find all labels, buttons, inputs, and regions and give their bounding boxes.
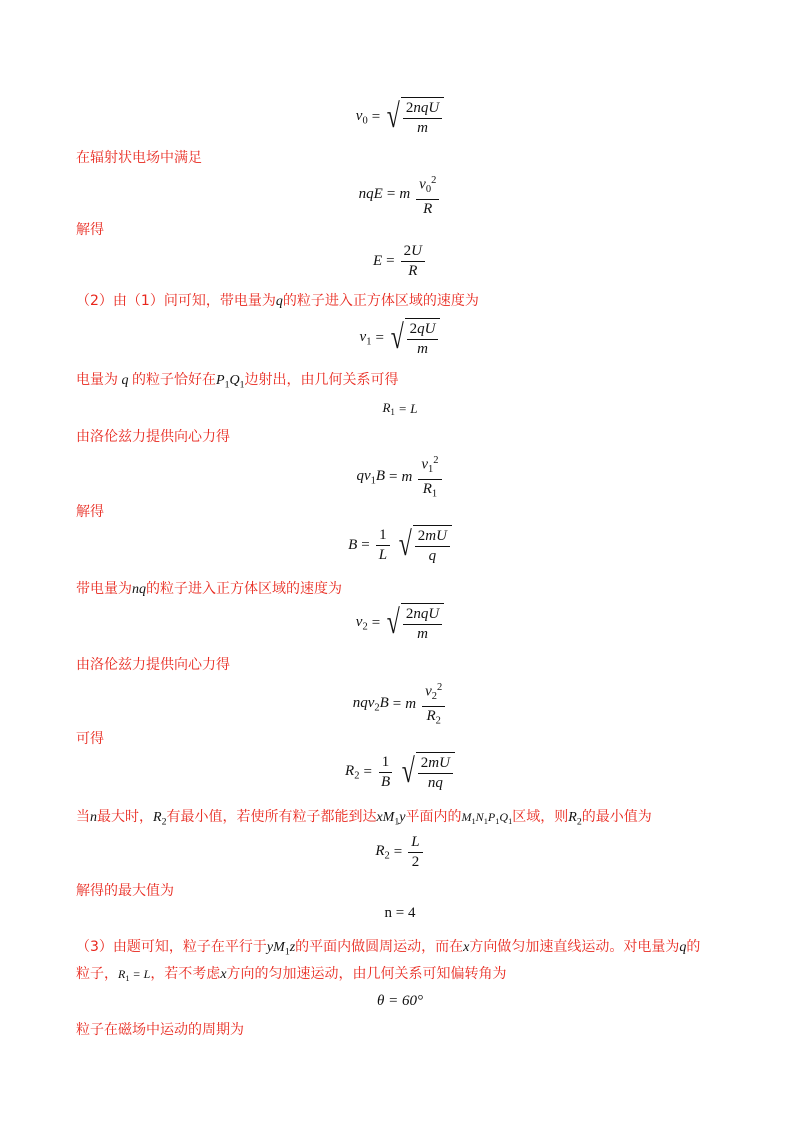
text-line-11: 解得的最大值为 [76, 883, 174, 899]
math-x: x [220, 967, 227, 982]
text-line-2: 解得 [76, 222, 104, 238]
text-line-5: 由洛伦兹力提供向心力得 [76, 429, 230, 445]
math-R2: $R_2$ [153, 810, 167, 828]
text-line-13: 粒子，$R_1 = L$，若不考虑x方向的匀加速运动，由几何关系可知偏转角为 [76, 966, 507, 983]
equation-v0: $v_0$ = √ $\frac{\text{2nqU}}{m}$ [0, 97, 800, 137]
math-yM1z: $yM_1z$ [266, 940, 296, 958]
equation-n4: n = 4 [384, 905, 416, 921]
text-line-7: 带电量为nq的粒子进入正方体区域的速度为 [76, 581, 342, 597]
math-R2: $R_2$ [568, 810, 582, 828]
math-P1Q1: $P_1Q_1$ [216, 373, 245, 391]
math-xM1y: $xM_1y$ [376, 810, 406, 828]
equation-R2-min: $R_2$ = $\frac{L}{2}$ [0, 834, 800, 871]
equation-R2: $R_2$ = $\frac{1}{B}$ √ $\frac{2mU}{nq}$ [0, 752, 800, 792]
equation-v2: $v_2$ = √ $\frac{\text{2nqU}}{m}$ [0, 603, 800, 643]
math-R1-eq-L: $R_1 = L$ [118, 967, 151, 983]
equation-nqv2B: nqv$_2$B = m $\frac{v_2^2}{R_2}$ [0, 679, 800, 730]
equation-theta: θ = 60° [377, 993, 423, 1009]
math-x: x [463, 940, 470, 955]
text-line-3: （2）由（1）问可知，带电量为q的粒子进入正方体区域的速度为 [76, 293, 479, 309]
text-line-4: 电量为 q 的粒子恰好在$P_1Q_1$边射出，由几何关系可得 [76, 372, 399, 391]
equation-v1: $v_1$ = √ $\frac{2qU}{m}$ [0, 318, 800, 358]
math-n: n [90, 810, 97, 825]
equation-qv1B: $qv_1B$ = m $\frac{v_1^2}{R_1}$ [0, 452, 800, 503]
text-line-1: 在辐射状电场中满足 [76, 150, 202, 166]
text-line-10: 当n最大时，$R_2$有最小值，若使所有粒子都能到达$xM_1y$平面内的$M_1N_1P_1Q_1$区域，则$R_2$的最小值为 [76, 809, 652, 828]
math-M1N1P1Q1: $M_1N_1P_1Q_1$ [461, 810, 513, 826]
math-q: q [118, 373, 132, 388]
text-line-12: （3）由题可知，粒子在平行于$yM_1z$的平面内做圆周运动，而在x方向做匀加速直线运动。对电量为q的 [76, 939, 701, 958]
equation-R1: $R_1$ = L [382, 400, 418, 418]
text-line-14: 粒子在磁场中运动的周期为 [76, 1022, 244, 1038]
text-line-9: 可得 [76, 731, 104, 747]
math-q: q [275, 294, 283, 309]
math-q: q [679, 940, 687, 955]
text-line-8: 由洛伦兹力提供向心力得 [76, 657, 230, 673]
equation-B: B = $\frac{1}{L}$ √ $\frac{2mU}{q}$ [0, 525, 800, 565]
text-line-6: 解得 [76, 504, 104, 520]
math-nq: nq [132, 582, 146, 597]
equation-E: E = $\frac{2U}{R}$ [0, 243, 800, 280]
equation-nqE: nqE = m $\frac{v_0^2}{R}$ [0, 172, 800, 218]
